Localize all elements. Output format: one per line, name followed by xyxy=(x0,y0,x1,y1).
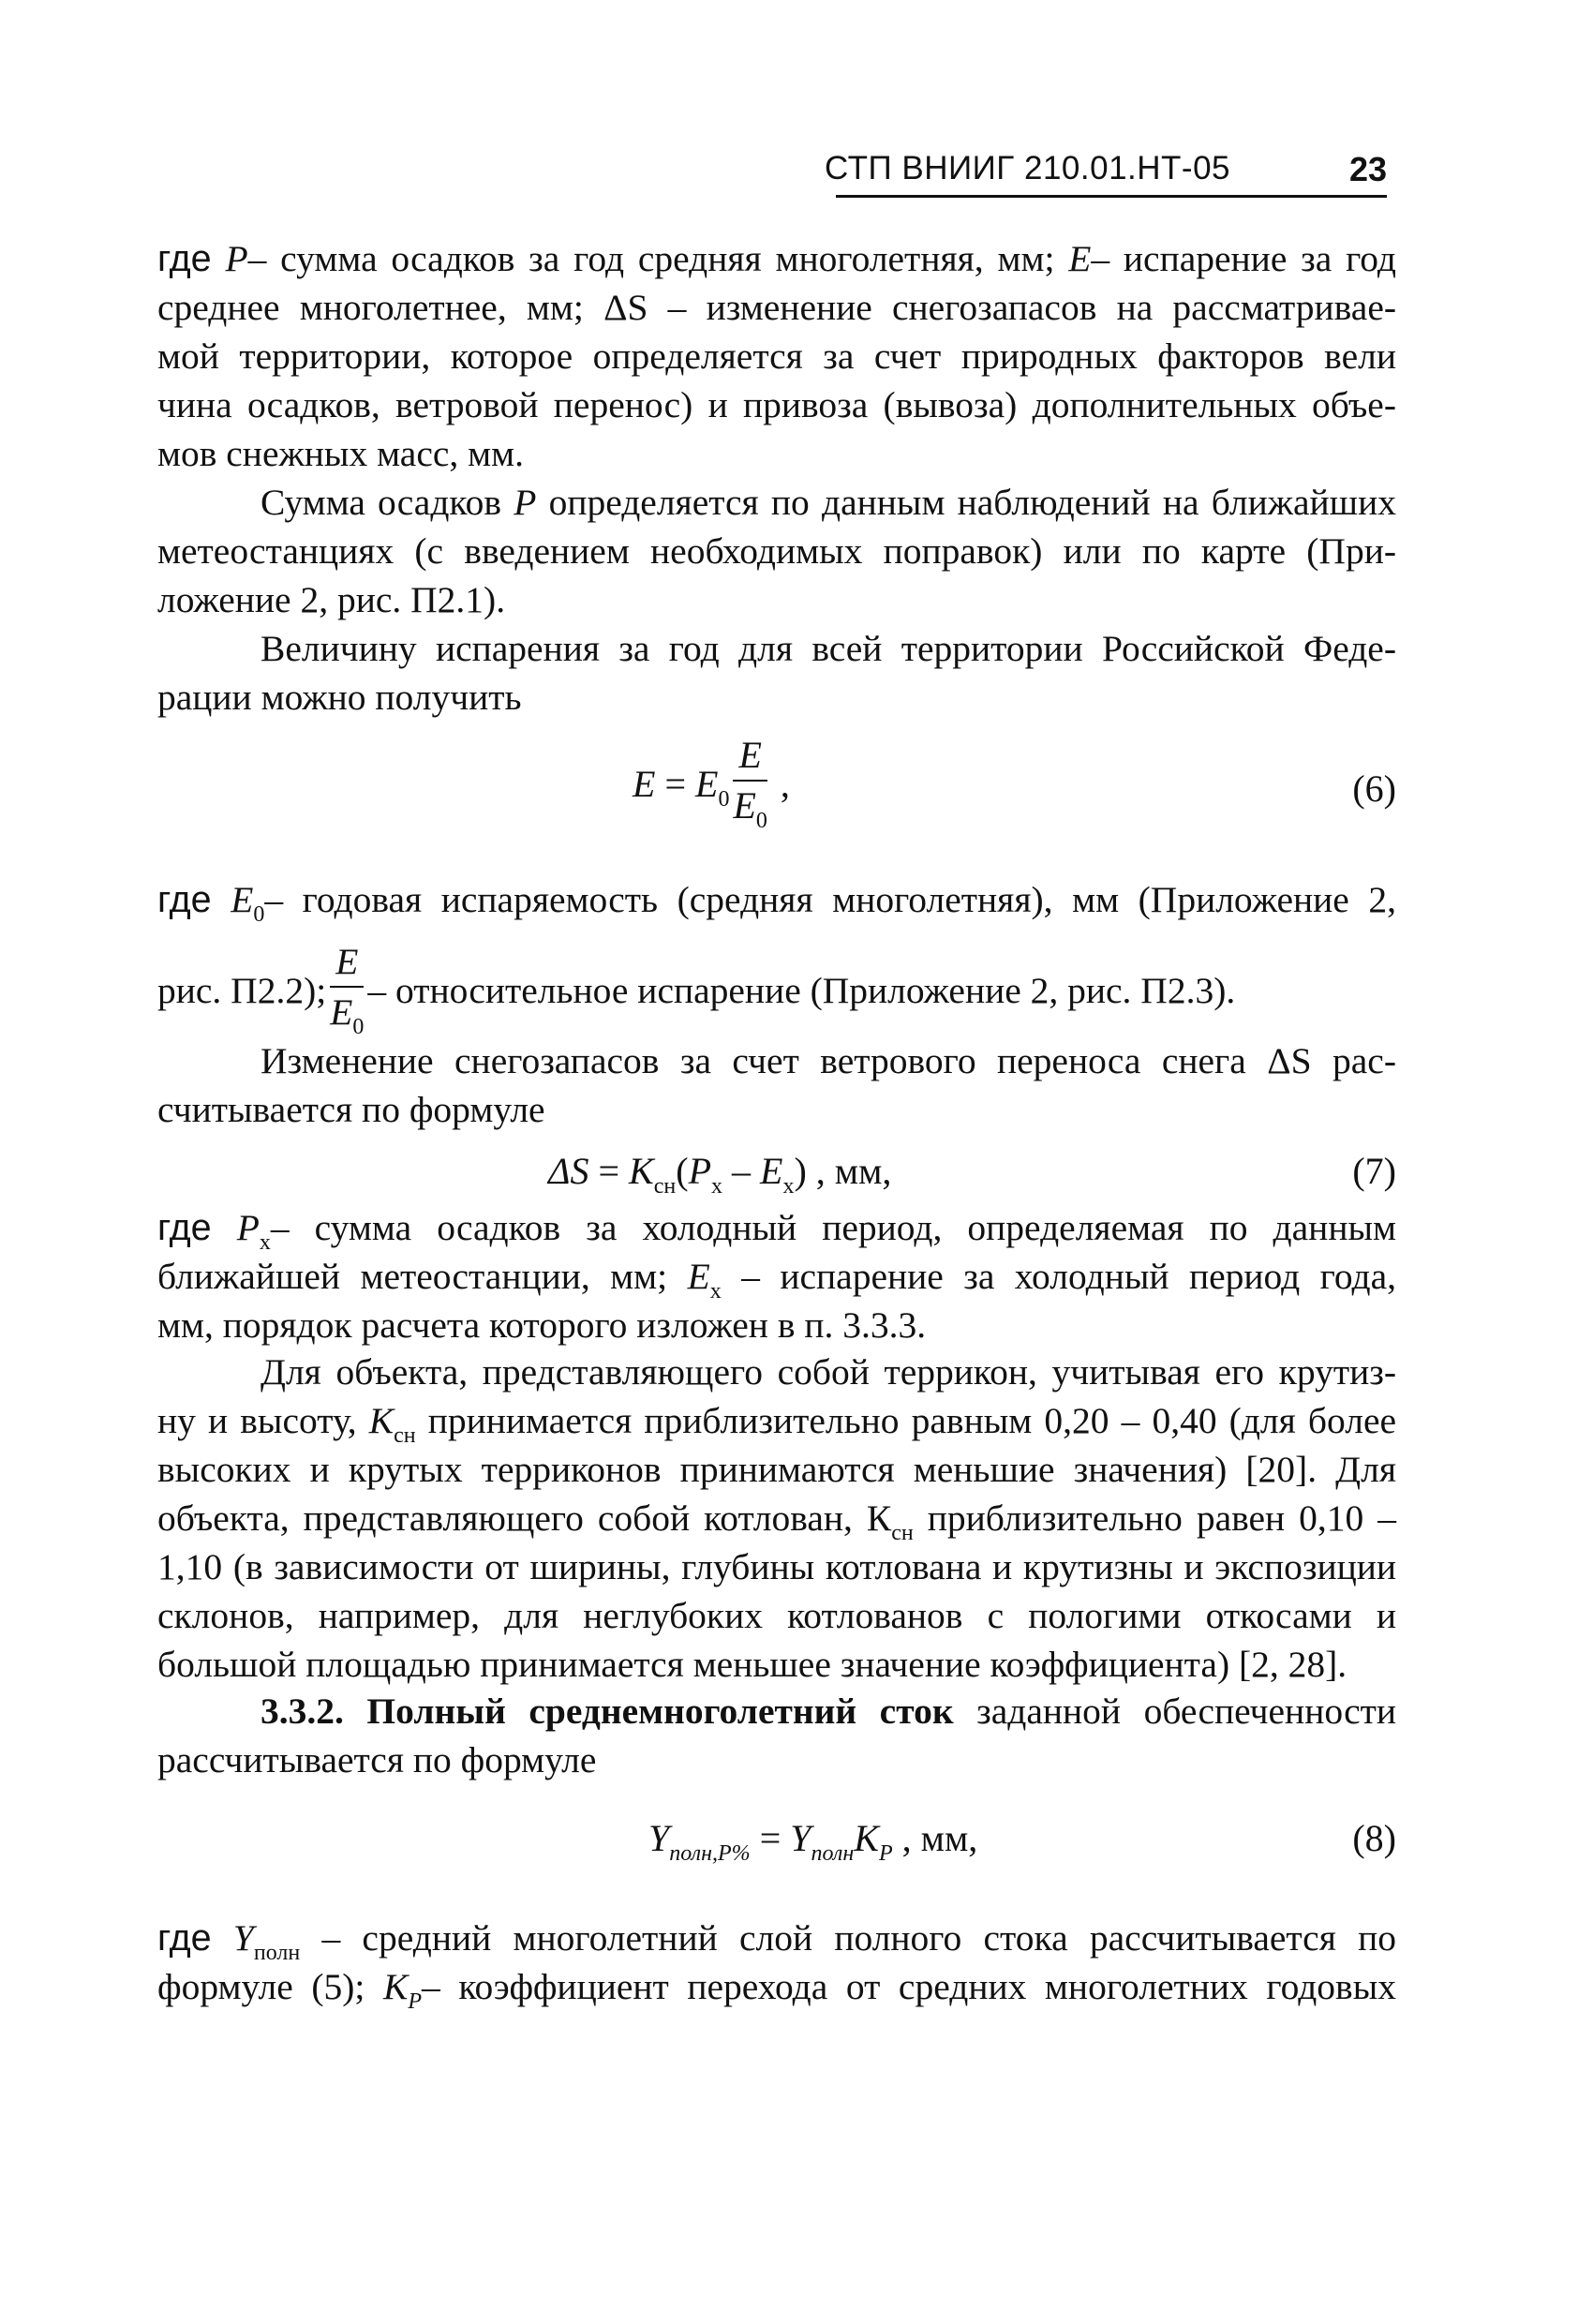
text-line: ну и высоту, $K_{сн}$ принимается приблизительно равным 0,20 – 0,40 (для более xyxy=(157,1400,1397,1448)
document-code: СТП ВНИИГ 210.01.НТ-05 xyxy=(825,150,1230,186)
formula-6: $E = E_0$ $\frac{E}{E_0}$ , xyxy=(633,731,790,845)
relative-evaporation-line: рис. П2.2); $\frac{E}{E_0}$ – относительное испарение (Приложение 2, рис. П2.3). xyxy=(157,937,1235,1051)
text-line: где $Y_{полн}$ – средний многолетний слой полного стока рассчитывается по xyxy=(157,1917,1396,1965)
text-line: формуле (5); $K_P-$ коэффициент перехода от средних многолетних годовых xyxy=(157,1966,1396,2014)
page-header xyxy=(825,150,1387,197)
header-rule xyxy=(836,195,1387,198)
text-line: высоких и крутых терриконов принимаются меньшие значения) [20]. Для xyxy=(157,1449,1396,1490)
text-line: мм, порядок расчета которого изложен в п. 3.3.3. xyxy=(157,1304,927,1346)
text-line: ложение 2, рис. П2.1). xyxy=(157,579,506,620)
text-line: объекта, представляющего собой котлован, $К_{сн}$ приблизительно равен 0,10 – xyxy=(157,1497,1397,1545)
text-line: Для объекта, представляющего собой террикон, учитывая его крутиз- xyxy=(261,1351,1396,1393)
text-line: Изменение снегозапасов за счет ветрового переноса снега ΔS рас- xyxy=(261,1040,1396,1081)
paragraph-evaporability xyxy=(157,875,1396,927)
text-line: среднее многолетнее, мм; ΔS – изменение снегозапасов на рассматривае- xyxy=(157,287,1396,328)
text-line: 3.3.2. Полный среднемноголетний сток заданной обеспеченности xyxy=(261,1691,1396,1732)
paragraph-waste-heap xyxy=(157,1348,1396,1689)
text-line: Сумма осадков P определяется по данным наблюдений на ближайших xyxy=(261,482,1396,523)
text-line: ближайшей метеостанции, мм; $E_х$ – испарение за холодный период года, xyxy=(157,1256,1396,1304)
text-line: Величину испарения за год для всей территории Российской Феде- xyxy=(261,628,1396,669)
text-line: рации можно получить xyxy=(157,677,522,718)
text-line: мов снежных масс, мм. xyxy=(157,433,525,474)
text-line: считывается по формуле xyxy=(157,1089,545,1130)
text-line: рассчитывается по формуле xyxy=(157,1739,597,1780)
paragraph-precipitation-definitions xyxy=(157,234,1396,478)
text-line: где $P_х-$ сумма осадков за холодный период, определяемая по данным xyxy=(157,1207,1396,1255)
section-heading-3-3-2: 3.3.2. Полный среднемноголетний сток xyxy=(261,1691,954,1732)
paragraph-3-3-2 xyxy=(157,1687,1396,1784)
text-line: большой площадью принимается меньшее значение коэффициента) [2, 28]. xyxy=(157,1644,1347,1685)
text-line: метеостанциях (с введением необходимых поправок) или по карте (При- xyxy=(157,530,1396,572)
paragraph-evaporation-intro xyxy=(157,624,1396,722)
equation-number-6: (6) xyxy=(1352,767,1396,810)
equation-number-7: (7) xyxy=(1352,1150,1396,1192)
text-line: 1,10 (в зависимости от ширины, глубины котлована и крутизны и экспозиции xyxy=(157,1546,1396,1587)
text-line: склонов, например, для неглубоких котлованов с пологими откосами и xyxy=(157,1595,1396,1636)
paragraph-full-runoff xyxy=(157,1914,1396,2014)
text-line: где P– сумма осадков за год средняя многолетняя, мм; E– испарение за год xyxy=(157,238,1396,279)
formula-7: $\Delta S = K_{сн}(P_х - E_х)$ , мм, xyxy=(548,1150,892,1199)
text-line: чина осадков, ветровой перенос) и привоза (вывоза) дополнительных объе- xyxy=(157,384,1396,425)
text-line: где $E_0-$ годовая испаряемость (средняя многолетняя), мм (Приложение 2, xyxy=(157,879,1396,927)
paragraph-precipitation-sum xyxy=(157,478,1396,624)
page-number: 23 xyxy=(1348,150,1387,188)
paragraph-wind-transfer xyxy=(157,1036,1396,1134)
equation-number-8: (8) xyxy=(1352,1817,1396,1859)
text-line: мой территории, которое определяется за счет природных факторов вели xyxy=(157,335,1396,377)
paragraph-cold-period xyxy=(157,1203,1396,1349)
formula-8: $Y_{полн,P\%} = Y_{полн}K_P$ , мм, xyxy=(648,1817,978,1866)
